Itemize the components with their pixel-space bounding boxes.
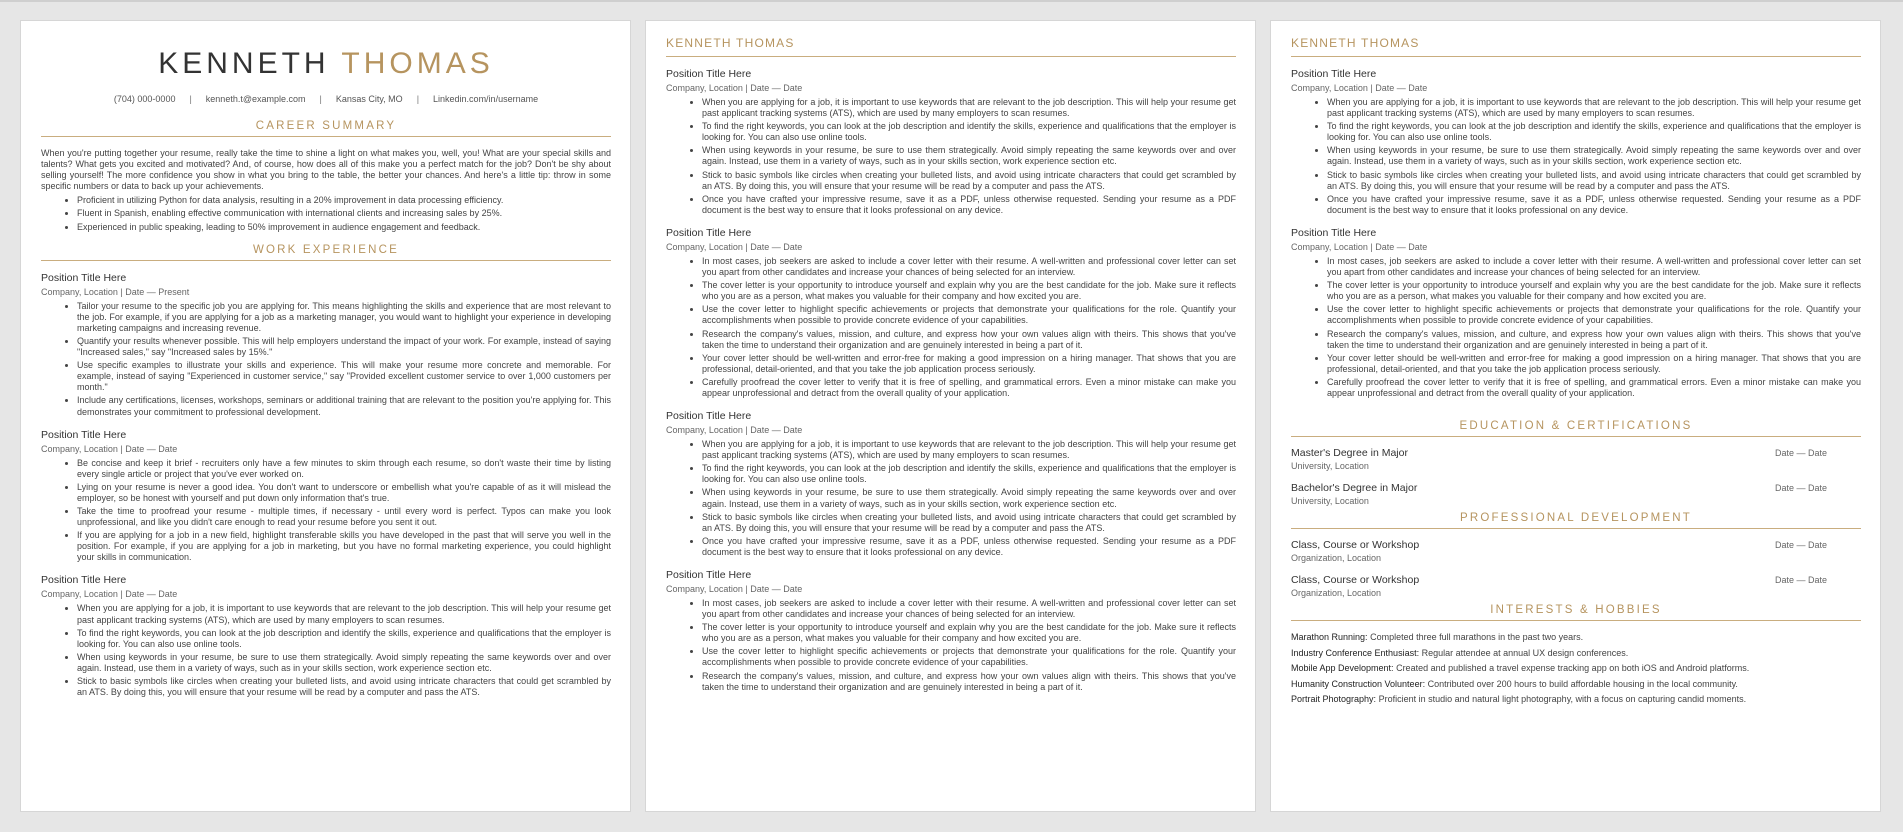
interest-item [1291,661,1861,677]
list-item: • Research the company's values, mission, and culture, and express how your own values align with theirs. This shows that you've taken the time to understand their organization and are genuinely interested in being a part of it. [702,671,1236,693]
job-meta: Company, Location | Date — Date [1291,241,1428,252]
job-bullets [666,439,1236,558]
interest-text: Regular attendee at annual UX design conferences. [1419,647,1629,658]
job-meta: Company, Location | Date — Date [41,443,178,454]
list-item: • When using keywords in your resume, be sure to use them strategically. Avoid simply repeating the same keywords over and over again. Instead, use them in a variety of ways, such as in your skills section, work experience section etc. [1327,145,1861,167]
interest-text: Completed three full marathons in the past two years. [1367,632,1584,643]
list-item: • When using keywords in your resume, be sure to use them strategically. Avoid simply repeating the same keywords over and over again. Instead, use them in a variety of ways, such as in your skills section, work experience section etc. [702,487,1236,509]
education-entry [1291,482,1861,507]
list-item: • Once you have crafted your impressive resume, save it as a PDF, unless otherwise requested. Sending your resume as a PDF document is the best way to ensure that it looks professional on any device. [702,536,1236,558]
job-bullets [666,97,1236,216]
summary-list [41,195,611,232]
job-entry [666,410,1236,558]
job-meta: Company, Location | Date — Date [666,584,803,594]
list-item: • Use specific examples to illustrate your skills and experience. This will make your resume more concrete and memorable. For example, instead of saying "Experienced in customer service," say "Provided excellent customer service to over 1,000 customers per month." [77,360,611,393]
job-entry [41,429,611,564]
list-item: • Include any certifications, licenses, workshops, seminars or additional training that are relevant to the position you're applying for. This demonstrates your commitment to professional development. [77,395,611,417]
list-item: • When using keywords in your resume, be sure to use them strategically. Avoid simply repeating the same keywords over and over again. Instead, use them in a variety of ways, such as in your skills section, work experience section etc. [77,652,611,674]
job-entry [666,227,1236,399]
job-title: Position Title Here [666,410,752,423]
running-header-name: KENNETH THOMAS [1291,36,1861,57]
interest-text: Created and published a travel expense tracking app on both iOS and Android platforms. [1393,663,1750,674]
interest-text: Contributed over 200 hours to build affordable housing in the local community. [1425,678,1738,689]
list-item: • Research the company's values, mission, and culture, and express how your own values align with theirs. This shows that you've taken the time to understand their organization and are genuinely interested in being a part of it. [702,329,1236,351]
job-entry [41,272,611,418]
list-item: • Lying on your resume is never a good idea. You don't want to underscore or embellish what you're capable of as it will mislead the employer, so be honest with yourself and put down only information that's true. [77,482,611,504]
list-item: • The cover letter is your opportunity to introduce yourself and explain why you are the best candidate for the job. Make sure it reflects who you are as a person, what makes you valuable for their company and how excited you are. [1327,280,1861,302]
interest-label: Industry Conference Enthusiast: [1291,647,1420,658]
list-item: • In most cases, job seekers are asked to include a cover letter with their resume. A well-written and professional cover letter can set you apart from other candidates and increase your chances of being selected for an interview. [702,598,1236,620]
entry-location: University, Location [1291,461,1369,472]
list-item: • Quantify your results whenever possible. This will help employers understand the impact of your work. For example, instead of saying "Increased sales," say "Increased sales by 15%." [77,336,611,358]
list-item: • When you are applying for a job, it is important to use keywords that are relevant to the job description. This will help your resume get past applicant tracking systems (ATS), which are used by many employers to scan resumes. [1327,97,1861,119]
list-item: • When you are applying for a job, it is important to use keywords that are relevant to the job description. This will help your resume get past applicant tracking systems (ATS), which are used by many employers to scan resumes. [702,439,1236,461]
entry-date: Date — Date [1774,575,1827,586]
interest-item [1291,692,1861,708]
education-heading: EDUCATION & CERTIFICATIONS [1291,419,1861,437]
list-item: • Stick to basic symbols like circles when creating your bulleted lists, and avoid using intricate characters that could get scrambled by an ATS. By doing this, you will ensure that your resume will be read by a computer and pass the ATS. [702,170,1236,192]
career-summary-heading: CAREER SUMMARY [41,119,611,137]
list-item: • Be concise and keep it brief - recruiters only have a few minutes to skim through each resume, so don't waste their time by listing every single article or project that you've ever worked on. [77,458,611,480]
top-edge [0,0,1903,2]
list-item: • In most cases, job seekers are asked to include a cover letter with their resume. A well-written and professional cover letter can set you apart from other candidates and increase your chances of being selected for an interview. [702,256,1236,278]
entry-date: Date — Date [1774,540,1827,551]
interest-item [1291,646,1861,662]
list-item: • Proficient in utilizing Python for data analysis, resulting in a 20% improvement in data processing efficiency. [77,195,611,206]
job-bullets [666,256,1236,399]
running-header-name: KENNETH THOMAS [666,36,1236,57]
list-item: • The cover letter is your opportunity to introduce yourself and explain why you are the best candidate for the job. Make sure it reflects who you are as a person, what makes you valuable for their company and how excited you are. [702,622,1236,644]
job-bullets [41,603,611,698]
interests-list [1291,630,1861,708]
development-entry [1291,539,1861,564]
interests-heading: INTERESTS & HOBBIES [1291,603,1861,621]
job-entry [41,574,611,698]
list-item: • Stick to basic symbols like circles when creating your bulleted lists, and avoid using intricate characters that could get scrambled by an ATS. By doing this, you will ensure that your resume will be read by a computer and pass the ATS. [702,512,1236,534]
list-item: • When you are applying for a job, it is important to use keywords that are relevant to the job description. This will help your resume get past applicant tracking systems (ATS), which are used by many employers to scan resumes. [702,97,1236,119]
entry-location: University, Location [1291,496,1369,507]
list-item: • If you are applying for a job in a new field, highlight transferable skills you have developed in the past that will serve you well in the position. For example, if you are applying for a job in marketing, but you have no formal marketing experience, you could highlight your skills in communication. [77,530,611,563]
job-title: Position Title Here [1291,68,1377,80]
job-title: Position Title Here [666,569,752,581]
entry-date: Date — Date [1774,448,1827,459]
contact-line [41,93,611,105]
separator: | [416,94,420,104]
list-item: • Once you have crafted your impressive resume, save it as a PDF, unless otherwise requested. Sending your resume as a PDF document is the best way to ensure that it looks professional on any device. [702,194,1236,216]
last-name: THOMAS [341,47,494,80]
candidate-name [41,47,611,81]
interest-label: Mobile App Development: [1291,663,1394,674]
interest-label: Humanity Construction Volunteer: [1291,678,1426,689]
location: Kansas City, MO [335,94,403,104]
list-item: • Use the cover letter to highlight specific achievements or projects that demonstrate your qualifications for the role. Quantify your accomplishments when possible to provide concrete evidence of your capabilities. [702,304,1236,326]
education-entry [1291,447,1861,472]
job-bullets [41,458,611,564]
degree-title: Master's Degree in Major [1291,447,1408,460]
interest-text: Proficient in studio and natural light photography, with a focus on capturing candid moments. [1376,694,1747,705]
job-title: Position Title Here [1291,226,1377,239]
list-item: • Fluent in Spanish, enabling effective communication with international clients and increasing sales by 25%. [77,208,611,219]
degree-title: Bachelor's Degree in Major [1291,482,1418,495]
job-title: Position Title Here [666,226,752,239]
job-meta: Company, Location | Date — Present [41,286,190,297]
list-item: • When using keywords in your resume, be sure to use them strategically. Avoid simply repeating the same keywords over and over again. Instead, use them in a variety of ways, such as in your skills section, work experience section etc. [702,145,1236,167]
list-item: • Carefully proofread the cover letter to verify that it is free of spelling, and grammatical errors. Even a minor mistake can make you appear unprofessional and detract from the overall quality of your application. [702,377,1236,399]
list-item: • Experienced in public speaking, leading to 50% improvement in audience engagement and feedback. [77,222,611,233]
list-item: • Take the time to proofread your resume - multiple times, if necessary - until every word is perfect. Typos can make you look unprofessional, and like you didn't care enough to read your resume before you sent it out. [77,506,611,528]
career-summary-text: When you're putting together your resume, really take the time to shine a light on what makes you, well, you! What are your special skills and talents? What gets you excited and motivated? And, of course, how does all of this make you a perfect match for the job? Don't be shy about selling yourself! The more confidence you show in what you bring to the table, the better your chances. And here's a little tip: throw in some specific numbers or data to back up your achievements. [41,148,611,192]
job-meta: Company, Location | Date — Date [666,83,803,93]
list-item: • Carefully proofread the cover letter to verify that it is free of spelling, and grammatical errors. Even a minor mistake can make you appear unprofessional and detract from the overall quality of your application. [1327,377,1861,399]
development-entry [1291,574,1861,599]
list-item: • The cover letter is your opportunity to introduce yourself and explain why you are the best candidate for the job. Make sure it reflects who you are as a person, what makes you valuable for their company and how excited you are. [702,280,1236,302]
interest-label: Marathon Running: [1291,632,1368,643]
job-entry [666,68,1236,216]
job-entry [666,569,1236,693]
job-title: Position Title Here [41,574,127,587]
list-item: • When you are applying for a job, it is important to use keywords that are relevant to the job description. This will help your resume get past applicant tracking systems (ATS), which are used by many employers to scan resumes. [77,603,611,625]
job-title: Position Title Here [41,428,127,441]
work-experience-heading: WORK EXPERIENCE [41,243,611,261]
job-meta: Company, Location | Date — Date [1291,83,1428,93]
list-item: • Tailor your resume to the specific job you are applying for. This means highlighting the skills and experience that are most relevant to the job. For example, if you are applying for a job as a marketing manager, you would want to highlight your experience in developing marketing campaigns and increasing revenue. [77,301,611,334]
interest-label: Portrait Photography: [1291,694,1377,705]
interest-item [1291,677,1861,693]
email[interactable]: kenneth.t@example.com [205,94,306,104]
job-meta: Company, Location | Date — Date [666,425,803,436]
list-item: • Your cover letter should be well-written and error-free for making a good impression on a hiring manager. That shows that you are professional, detail-oriented, and that you take the job application process seriously. [1327,353,1861,375]
entry-location: Organization, Location [1291,553,1382,564]
job-meta: Company, Location | Date — Date [41,589,178,600]
list-item: • To find the right keywords, you can look at the job description and identify the skills, experience and qualifications that the employer is looking for. You can also use online tools. [1327,121,1861,143]
first-name: KENNETH [158,47,330,80]
list-item: • Use the cover letter to highlight specific achievements or projects that demonstrate your qualifications for the role. Quantify your accomplishments when possible to provide concrete evidence of your capabilities. [1327,304,1861,326]
separator: | [189,94,192,104]
separator: | [319,94,322,104]
resume-page-3 [1270,20,1881,812]
job-bullets [1291,97,1861,216]
job-meta: Company, Location | Date — Date [666,241,803,252]
course-title: Class, Course or Workshop [1291,539,1420,552]
list-item: • Your cover letter should be well-written and error-free for making a good impression on a hiring manager. That shows that you are professional, detail-oriented, and that you take the job application process seriously. [702,353,1236,375]
list-item: • In most cases, job seekers are asked to include a cover letter with their resume. A well-written and professional cover letter can set you apart from other candidates and increase your chances of being selected for an interview. [1327,256,1861,278]
list-item: • Once you have crafted your impressive resume, save it as a PDF, unless otherwise requested. Sending your resume as a PDF document is the best way to ensure that it looks professional on any device. [1327,194,1861,216]
job-title: Position Title Here [666,68,752,80]
job-bullets [41,301,611,418]
interest-item [1291,630,1861,646]
list-item: • To find the right keywords, you can look at the job description and identify the skills, experience and qualifications that the employer is looking for. You can also use online tools. [702,121,1236,143]
professional-development-heading: PROFESSIONAL DEVELOPMENT [1291,511,1861,529]
list-item: • Stick to basic symbols like circles when creating your bulleted lists, and avoid using intricate characters that could get scrambled by an ATS. By doing this, you will ensure that your resume will be read by a computer and pass the ATS. [77,676,611,698]
job-entry [1291,227,1861,399]
job-entry [1291,68,1861,216]
phone: (704) 000-0000 [113,94,176,104]
resume-page-1 [20,20,631,812]
list-item: • Use the cover letter to highlight specific achievements or projects that demonstrate your qualifications for the role. Quantify your accomplishments when possible to provide concrete evidence of your capabilities. [702,646,1236,668]
job-title: Position Title Here [41,271,127,284]
entry-location: Organization, Location [1291,588,1382,599]
job-bullets [666,598,1236,693]
linkedin-link[interactable]: Linkedin.com/in/username [433,94,539,104]
list-item: • To find the right keywords, you can look at the job description and identify the skills, experience and qualifications that the employer is looking for. You can also use online tools. [702,463,1236,485]
resume-page-2 [645,20,1256,812]
list-item: • Stick to basic symbols like circles when creating your bulleted lists, and avoid using intricate characters that could get scrambled by an ATS. By doing this, you will ensure that your resume will be read by a computer and pass the ATS. [1327,170,1861,192]
list-item: • To find the right keywords, you can look at the job description and identify the skills, experience and qualifications that the employer is looking for. You can also use online tools. [77,628,611,650]
entry-date: Date — Date [1774,483,1827,494]
job-bullets [1291,256,1861,399]
list-item: • Research the company's values, mission, and culture, and express how your own values align with theirs. This shows that you've taken the time to understand their organization and are genuinely interested in being a part of it. [1327,329,1861,351]
course-title: Class, Course or Workshop [1291,574,1420,587]
